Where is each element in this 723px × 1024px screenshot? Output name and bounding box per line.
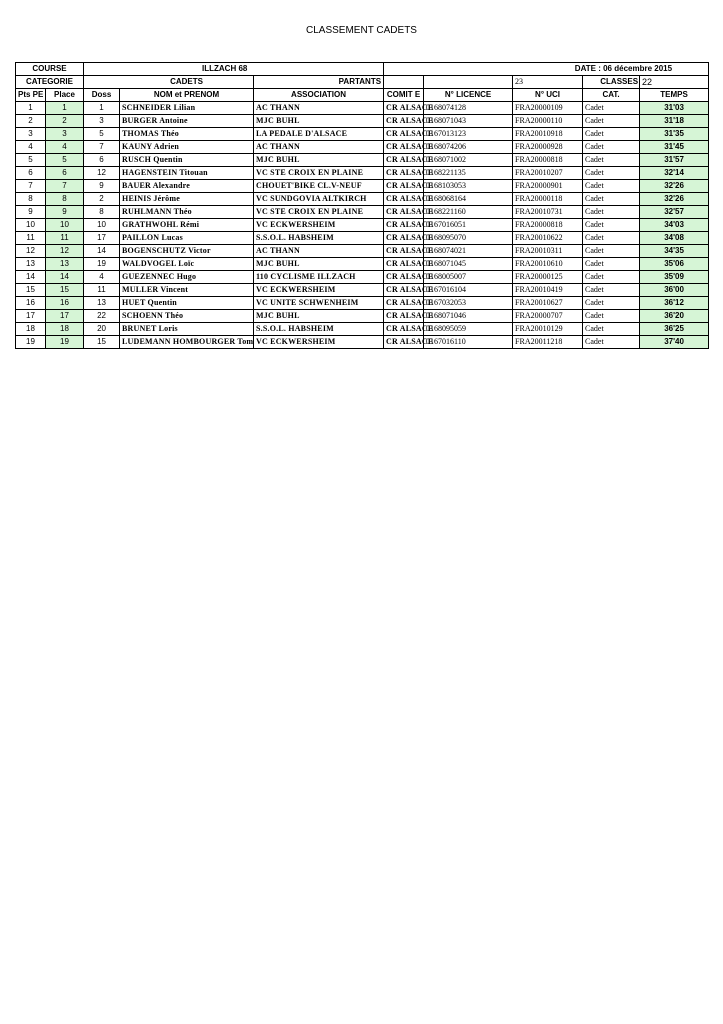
cell-cat: Cadet (583, 336, 640, 349)
cell-place: 3 (46, 128, 84, 141)
cell-nom: BAUER Alexandre (120, 180, 254, 193)
cell-temps: 31'35 (640, 128, 709, 141)
cell-uci: FRA20010419 (513, 284, 583, 297)
cell-pts: 15 (16, 284, 46, 297)
cell-doss: 13 (84, 297, 120, 310)
cell-nom: PAILLON Lucas (120, 232, 254, 245)
cell-uci: FRA20000901 (513, 180, 583, 193)
cell-place: 16 (46, 297, 84, 310)
cell-association: AC THANN (254, 141, 384, 154)
cell-temps: 32'14 (640, 167, 709, 180)
col-cat: CAT. (583, 89, 640, 102)
date-label: DATE : (574, 64, 601, 73)
cell-temps: 31'18 (640, 115, 709, 128)
table-row (16, 258, 709, 271)
cell-place: 15 (46, 284, 84, 297)
cell-uci: FRA20010610 (513, 258, 583, 271)
cell-licence: 0167016051 (424, 219, 513, 232)
table-row (16, 245, 709, 258)
cell-association: VC SUNDGOVIA ALTKIRCH (254, 193, 384, 206)
cell-association: LA PEDALE D'ALSACE (254, 128, 384, 141)
cell-temps: 35'06 (640, 258, 709, 271)
cell-licence: 0168074021 (424, 245, 513, 258)
cell-comite: CR ALSACE (384, 219, 424, 232)
table-row (16, 232, 709, 245)
cell-association: AC THANN (254, 102, 384, 115)
table-row (16, 336, 709, 349)
cell-cat: Cadet (583, 323, 640, 336)
cell-licence: 0168221135 (424, 167, 513, 180)
cell-place: 6 (46, 167, 84, 180)
cell-pts: 1 (16, 102, 46, 115)
cell-temps: 32'26 (640, 193, 709, 206)
cell-nom: BURGER Antoine (120, 115, 254, 128)
cell-comite: CR ALSACE (384, 154, 424, 167)
cell-comite: CR ALSACE (384, 180, 424, 193)
cell-pts: 10 (16, 219, 46, 232)
cell-comite: CR ALSACE (384, 115, 424, 128)
table-row (16, 310, 709, 323)
cell-comite: CR ALSACE (384, 193, 424, 206)
col-temps: TEMPS (640, 89, 709, 102)
cell-temps: 34'03 (640, 219, 709, 232)
cell-cat: Cadet (583, 167, 640, 180)
cell-licence: 0167013123 (424, 128, 513, 141)
cell-temps: 36'00 (640, 284, 709, 297)
cell-licence: 0168005007 (424, 271, 513, 284)
table-row (16, 271, 709, 284)
table-row (16, 284, 709, 297)
categorie-value: CADETS (84, 76, 254, 89)
cell-association: VC ECKWERSHEIM (254, 284, 384, 297)
classes-value: 22 (640, 76, 709, 89)
cell-doss: 22 (84, 310, 120, 323)
cell-pts: 3 (16, 128, 46, 141)
cell-doss: 19 (84, 258, 120, 271)
col-doss: Doss (84, 89, 120, 102)
cell-doss: 8 (84, 206, 120, 219)
cell-licence: 0167016104 (424, 284, 513, 297)
cell-association: AC THANN (254, 245, 384, 258)
cell-uci: FRA20000928 (513, 141, 583, 154)
cell-licence: 0168071002 (424, 154, 513, 167)
cell-nom: BOGENSCHUTZ Victor (120, 245, 254, 258)
cell-pts: 9 (16, 206, 46, 219)
cell-pts: 8 (16, 193, 46, 206)
cell-doss: 14 (84, 245, 120, 258)
cell-uci: FRA20000818 (513, 154, 583, 167)
cell-pts: 4 (16, 141, 46, 154)
table-row (16, 141, 709, 154)
table-row (16, 154, 709, 167)
cell-temps: 34'35 (640, 245, 709, 258)
cell-uci: FRA20010627 (513, 297, 583, 310)
cell-place: 11 (46, 232, 84, 245)
cell-nom: RUSCH Quentin (120, 154, 254, 167)
cell-pts: 11 (16, 232, 46, 245)
cell-temps: 36'12 (640, 297, 709, 310)
cell-nom: WALDVOGEL Loïc (120, 258, 254, 271)
table-row (16, 323, 709, 336)
cell-nom: RUHLMANN Théo (120, 206, 254, 219)
cell-association: VC ECKWERSHEIM (254, 219, 384, 232)
cell-association: 110 CYCLISME ILLZACH (254, 271, 384, 284)
cell-temps: 32'57 (640, 206, 709, 219)
cell-doss: 12 (84, 167, 120, 180)
date-value: 06 décembre 2015 (603, 64, 673, 73)
cell-comite: CR ALSACE (384, 102, 424, 115)
cell-pts: 13 (16, 258, 46, 271)
cell-pts: 17 (16, 310, 46, 323)
col-association: ASSOCIATION (254, 89, 384, 102)
document-title: CLASSEMENT CADETS (306, 25, 417, 36)
cell-uci: FRA20000109 (513, 102, 583, 115)
cell-uci: FRA20000125 (513, 271, 583, 284)
cell-association: S.S.O.L. HABSHEIM (254, 232, 384, 245)
table-row (16, 167, 709, 180)
cell-nom: THOMAS Théo (120, 128, 254, 141)
cell-place: 14 (46, 271, 84, 284)
categorie-label: CATEGORIE (16, 76, 84, 89)
col-place: Place (46, 89, 84, 102)
cell-cat: Cadet (583, 206, 640, 219)
cell-pts: 14 (16, 271, 46, 284)
cell-doss: 7 (84, 141, 120, 154)
cell-temps: 31'57 (640, 154, 709, 167)
cell-uci: FRA20010731 (513, 206, 583, 219)
cell-doss: 1 (84, 102, 120, 115)
cell-temps: 37'40 (640, 336, 709, 349)
course-label: COURSE (16, 63, 84, 76)
cell-nom: MULLER Vincent (120, 284, 254, 297)
cell-pts: 2 (16, 115, 46, 128)
cell-cat: Cadet (583, 271, 640, 284)
cell-licence: 0167032053 (424, 297, 513, 310)
results-table (15, 62, 709, 349)
cell-comite: CR ALSACE (384, 206, 424, 219)
cell-nom: KAUNY Adrien (120, 141, 254, 154)
cell-cat: Cadet (583, 154, 640, 167)
cell-association: S.S.O.L. HABSHEIM (254, 323, 384, 336)
col-comite: COMIT E (384, 89, 424, 102)
table-row (16, 206, 709, 219)
cell-cat: Cadet (583, 115, 640, 128)
cell-temps: 34'08 (640, 232, 709, 245)
cell-place: 7 (46, 180, 84, 193)
cell-cat: Cadet (583, 297, 640, 310)
cell-temps: 31'03 (640, 102, 709, 115)
column-header-row (16, 89, 709, 102)
date-cell (384, 63, 709, 76)
partants-spacer-2 (424, 76, 513, 89)
cell-comite: CR ALSACE (384, 245, 424, 258)
cell-nom: BRUNET Loris (120, 323, 254, 336)
cell-association: VC STE CROIX EN PLAINE (254, 167, 384, 180)
table-row (16, 297, 709, 310)
cell-place: 10 (46, 219, 84, 232)
cell-place: 1 (46, 102, 84, 115)
col-nom: NOM et PRENOM (120, 89, 254, 102)
classes-label: CLASSES (583, 76, 640, 89)
cell-comite: CR ALSACE (384, 323, 424, 336)
cell-licence: 0168074206 (424, 141, 513, 154)
cell-cat: Cadet (583, 102, 640, 115)
cell-licence: 0168074128 (424, 102, 513, 115)
cell-doss: 15 (84, 336, 120, 349)
cell-licence: 0168071043 (424, 115, 513, 128)
course-value: ILLZACH 68 (84, 63, 384, 76)
cell-place: 8 (46, 193, 84, 206)
cell-temps: 35'09 (640, 271, 709, 284)
cell-place: 19 (46, 336, 84, 349)
cell-place: 5 (46, 154, 84, 167)
cell-licence: 0168221160 (424, 206, 513, 219)
cell-doss: 9 (84, 180, 120, 193)
cell-comite: CR ALSACE (384, 258, 424, 271)
cell-association: VC STE CROIX EN PLAINE (254, 206, 384, 219)
cell-cat: Cadet (583, 180, 640, 193)
col-licence: N° LICENCE (424, 89, 513, 102)
cell-comite: CR ALSACE (384, 336, 424, 349)
cell-comite: CR ALSACE (384, 310, 424, 323)
cell-cat: Cadet (583, 245, 640, 258)
cell-licence: 0168071045 (424, 258, 513, 271)
cell-doss: 4 (84, 271, 120, 284)
col-pts-pe: Pts PE (16, 89, 46, 102)
cell-association: MJC BUHL (254, 115, 384, 128)
cell-doss: 5 (84, 128, 120, 141)
cell-cat: Cadet (583, 193, 640, 206)
cell-temps: 36'25 (640, 323, 709, 336)
cell-place: 13 (46, 258, 84, 271)
cell-comite: CR ALSACE (384, 232, 424, 245)
cell-nom: HUET Quentin (120, 297, 254, 310)
cell-licence: 0168068164 (424, 193, 513, 206)
cell-association: MJC BUHL (254, 154, 384, 167)
cell-uci: FRA20010129 (513, 323, 583, 336)
cell-cat: Cadet (583, 219, 640, 232)
cell-uci: FRA20000118 (513, 193, 583, 206)
cell-uci: FRA20010311 (513, 245, 583, 258)
cell-pts: 12 (16, 245, 46, 258)
cell-licence: 0168071046 (424, 310, 513, 323)
cell-pts: 7 (16, 180, 46, 193)
cell-place: 2 (46, 115, 84, 128)
cell-place: 18 (46, 323, 84, 336)
table-row (16, 193, 709, 206)
cell-nom: LUDEMANN HOMBOURGER Tom (120, 336, 254, 349)
cell-pts: 19 (16, 336, 46, 349)
cell-association: MJC BUHL (254, 258, 384, 271)
cell-association: MJC BUHL (254, 310, 384, 323)
cell-temps: 31'45 (640, 141, 709, 154)
cell-uci: FRA20000818 (513, 219, 583, 232)
cell-place: 4 (46, 141, 84, 154)
cell-nom: HAGENSTEIN Titouan (120, 167, 254, 180)
cell-licence: 0168095059 (424, 323, 513, 336)
cell-licence: 0168095070 (424, 232, 513, 245)
cell-association: VC ECKWERSHEIM (254, 336, 384, 349)
partants-spacer (384, 76, 424, 89)
cell-place: 17 (46, 310, 84, 323)
cell-doss: 3 (84, 115, 120, 128)
cell-cat: Cadet (583, 258, 640, 271)
category-row (16, 76, 709, 89)
cell-uci: FRA20010918 (513, 128, 583, 141)
cell-comite: CR ALSACE (384, 297, 424, 310)
cell-doss: 6 (84, 154, 120, 167)
cell-temps: 36'20 (640, 310, 709, 323)
cell-temps: 32'26 (640, 180, 709, 193)
cell-comite: CR ALSACE (384, 141, 424, 154)
cell-uci: FRA20011218 (513, 336, 583, 349)
cell-place: 12 (46, 245, 84, 258)
cell-uci: FRA20000707 (513, 310, 583, 323)
cell-cat: Cadet (583, 141, 640, 154)
cell-doss: 17 (84, 232, 120, 245)
cell-nom: SCHNEIDER Lilian (120, 102, 254, 115)
cell-nom: GUEZENNEC Hugo (120, 271, 254, 284)
cell-cat: Cadet (583, 232, 640, 245)
table-row (16, 180, 709, 193)
cell-uci: FRA20010622 (513, 232, 583, 245)
partants-label: PARTANTS (254, 76, 384, 89)
cell-pts: 16 (16, 297, 46, 310)
cell-cat: Cadet (583, 128, 640, 141)
course-row (16, 63, 709, 76)
table-row (16, 102, 709, 115)
cell-doss: 10 (84, 219, 120, 232)
col-uci: N° UCI (513, 89, 583, 102)
cell-comite: CR ALSACE (384, 167, 424, 180)
cell-uci: FRA20010207 (513, 167, 583, 180)
cell-nom: GRATHWOHL Rémi (120, 219, 254, 232)
cell-uci: FRA20000110 (513, 115, 583, 128)
cell-cat: Cadet (583, 284, 640, 297)
cell-comite: CR ALSACE (384, 271, 424, 284)
cell-comite: CR ALSACE (384, 128, 424, 141)
cell-pts: 5 (16, 154, 46, 167)
cell-nom: HEINIS Jérôme (120, 193, 254, 206)
cell-doss: 2 (84, 193, 120, 206)
cell-association: CHOUET'BIKE CL.V-NEUF (254, 180, 384, 193)
table-row (16, 128, 709, 141)
cell-pts: 18 (16, 323, 46, 336)
cell-nom: SCHOENN Théo (120, 310, 254, 323)
cell-licence: 0167016110 (424, 336, 513, 349)
cell-doss: 20 (84, 323, 120, 336)
cell-doss: 11 (84, 284, 120, 297)
cell-licence: 0168103053 (424, 180, 513, 193)
cell-pts: 6 (16, 167, 46, 180)
cell-association: VC UNITE SCHWENHEIM (254, 297, 384, 310)
cell-place: 9 (46, 206, 84, 219)
partants-value: 23 (513, 76, 583, 89)
cell-comite: CR ALSACE (384, 284, 424, 297)
table-row (16, 115, 709, 128)
cell-cat: Cadet (583, 310, 640, 323)
table-row (16, 219, 709, 232)
